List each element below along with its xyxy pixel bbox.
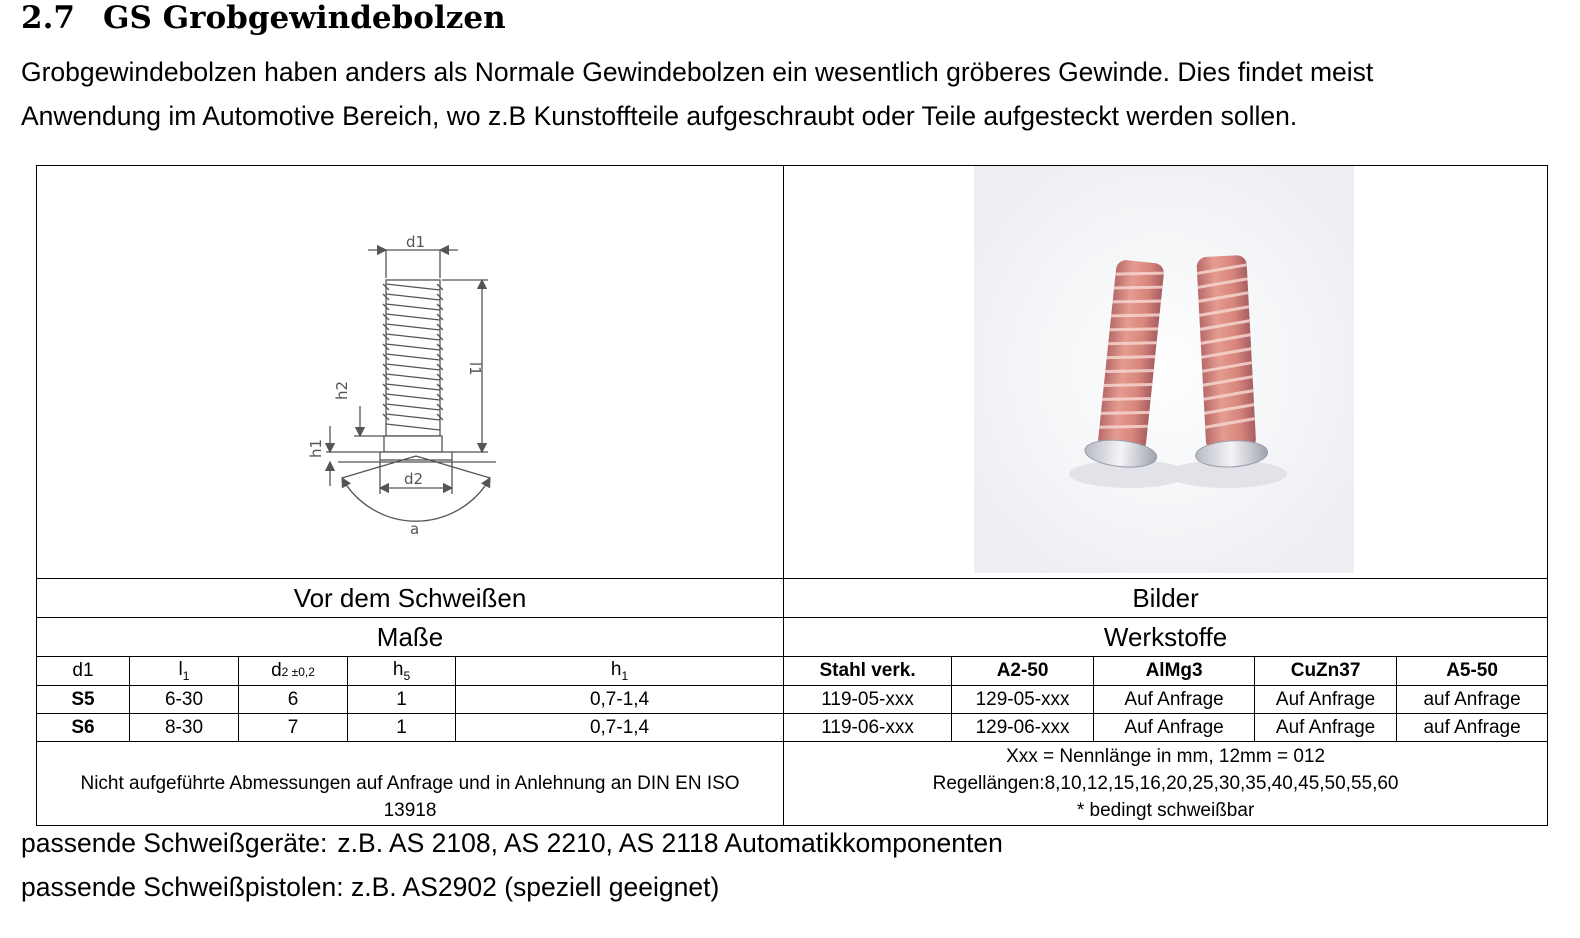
cell-a5-50: auf Anfrage xyxy=(1397,714,1548,742)
cell-d2: 6 xyxy=(239,686,348,714)
footnote-line-3: * bedingt schweißbar xyxy=(1076,800,1255,821)
col-header-d2: d2 ±0,2 xyxy=(239,657,348,686)
subsection-werkstoffe: Werkstoffe xyxy=(784,618,1548,657)
cell-h5: 1 xyxy=(348,714,456,742)
cell-h1: 0,7-1,4 xyxy=(456,686,784,714)
section-bilder: Bilder xyxy=(784,579,1548,618)
label-h1: h1 xyxy=(306,438,325,458)
cell-stahl: 119-05-xxx xyxy=(784,686,952,714)
table-row xyxy=(37,714,1548,742)
subsection-masse: Maße xyxy=(37,618,784,657)
section-title: GS Grobgewindebolzen xyxy=(103,0,506,36)
cell-h1: 0,7-1,4 xyxy=(456,714,784,742)
cell-a2-50: 129-05-xxx xyxy=(952,686,1094,714)
cell-d1: S5 xyxy=(37,686,130,714)
col-header-h5: $h_5$ xyxy=(348,657,456,686)
col-header-d1: d1 xyxy=(37,657,130,686)
cell-cuzn37: Auf Anfrage xyxy=(1255,686,1397,714)
label-l1: l1 xyxy=(465,362,484,376)
col-header-almg3: AlMg3 xyxy=(1094,657,1255,686)
cell-almg3: Auf Anfrage xyxy=(1094,686,1255,714)
section-vor-dem-schweissen: Vor dem Schweißen xyxy=(37,579,784,618)
cell-d1: S6 xyxy=(37,714,130,742)
cell-almg3: Auf Anfrage xyxy=(1094,714,1255,742)
label-d2: d2 xyxy=(403,470,423,488)
cell-l1: 6-30 xyxy=(130,686,239,714)
table-row xyxy=(37,686,1548,714)
intro-paragraph xyxy=(21,50,1561,138)
product-photo-cell xyxy=(784,166,1548,579)
section-number: 2.7 xyxy=(21,0,75,36)
product-table xyxy=(36,165,1548,826)
label-h2: h2 xyxy=(332,380,351,400)
footnote-dimensions: Nicht aufgeführte Abmessungen auf Anfrage und in Anlehnung an DIN EN ISO 13918 xyxy=(37,742,784,826)
label-d1: d1 xyxy=(405,233,425,251)
section-heading xyxy=(21,0,506,44)
col-header-stahl: Stahl verk. xyxy=(784,657,952,686)
bolt-technical-drawing xyxy=(38,166,783,573)
col-header-a5-50: A5-50 xyxy=(1397,657,1548,686)
col-header-cuzn37: CuZn37 xyxy=(1255,657,1397,686)
cell-l1: 8-30 xyxy=(130,714,239,742)
suitable-welding-guns: passende Schweißpistolen: z.B. AS2902 (speziell geeignet) xyxy=(21,872,720,902)
cell-h5: 1 xyxy=(348,686,456,714)
intro-line-2: Anwendung im Automotive Bereich, wo z.B Kunstoffteile aufgeschraubt oder Teile aufgesteckt werden sollen. xyxy=(21,101,1298,131)
cell-d2: 7 xyxy=(239,714,348,742)
footnote-line-2: Regellängen:8,10,12,15,16,20,25,30,35,40,45,50,55,60 xyxy=(932,773,1399,794)
cell-a2-50: 129-06-xxx xyxy=(952,714,1094,742)
footnote-materials xyxy=(784,742,1548,826)
col-header-a2-50: A2-50 xyxy=(952,657,1094,686)
label-angle-a: a xyxy=(409,520,419,538)
col-header-l1: $l_1$ xyxy=(130,657,239,686)
cell-cuzn37: Auf Anfrage xyxy=(1255,714,1397,742)
cell-stahl: 119-06-xxx xyxy=(784,714,952,742)
cell-a5-50: auf Anfrage xyxy=(1397,686,1548,714)
footnote-line-1: Xxx = Nennlänge in mm, 12mm = 012 xyxy=(1006,746,1326,767)
col-header-h1: $h_1$ xyxy=(456,657,784,686)
product-photo xyxy=(784,166,1548,573)
suitable-welding-devices: passende Schweißgeräte: z.B. AS 2108, AS 2210, AS 2118 Automatikkomponenten xyxy=(21,828,1003,858)
technical-drawing-cell xyxy=(37,166,784,579)
intro-line-1: Grobgewindebolzen haben anders als Normale Gewindebolzen ein wesentlich gröberes Gewinde. Dies findet meist xyxy=(21,57,1374,87)
